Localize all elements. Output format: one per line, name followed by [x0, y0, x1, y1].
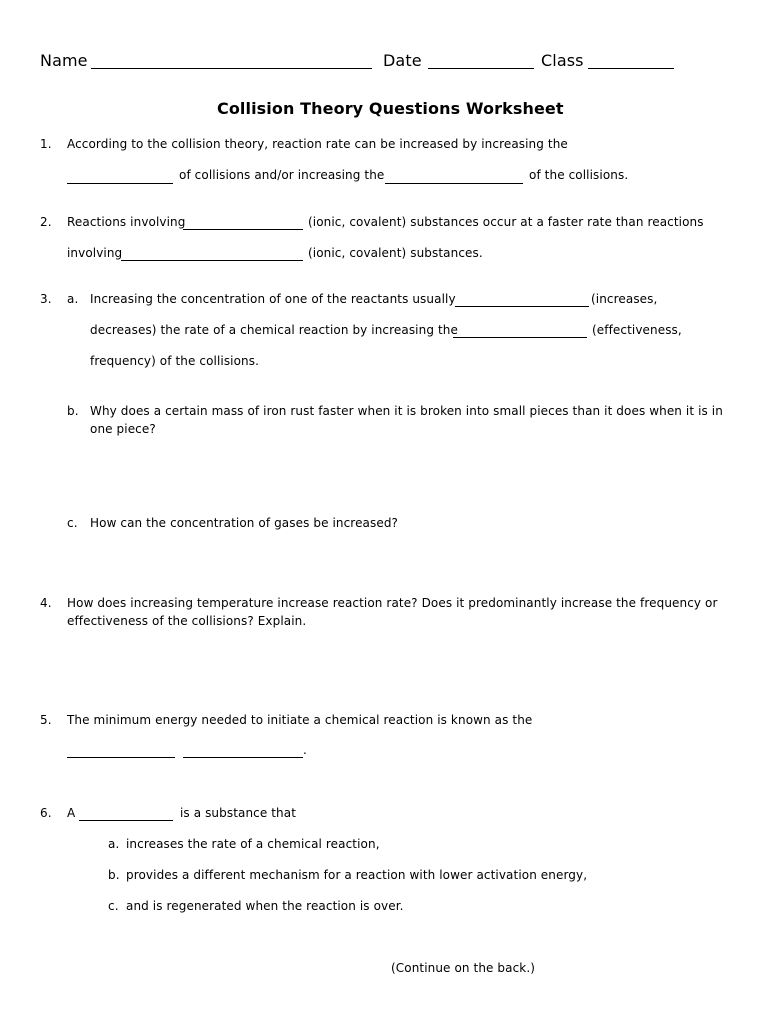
question-text: (ionic, covalent) substances occur at a faster rate than reactions: [308, 215, 704, 229]
question-text: provides a different mechanism for a reaction with lower activation energy,: [126, 868, 588, 882]
question-text: (effectiveness,: [592, 323, 682, 337]
answer-blank[interactable]: [183, 757, 303, 758]
answer-blank[interactable]: [453, 337, 587, 338]
subquestion-label: b.: [67, 404, 79, 418]
question-text: increases the rate of a chemical reaction,: [126, 837, 380, 851]
sentence-period: .: [303, 743, 307, 757]
question-text: Reactions involving: [67, 215, 186, 229]
question-text: and is regenerated when the reaction is over.: [126, 899, 404, 913]
question-text: one piece?: [90, 422, 156, 436]
question-text: (increases,: [591, 292, 658, 306]
question-number: 3.: [40, 292, 52, 306]
subquestion-label: a.: [108, 837, 120, 851]
subquestion-label: b.: [108, 868, 120, 882]
date-label: Date: [383, 51, 422, 70]
question-text: involving: [67, 246, 123, 260]
question-number: 5.: [40, 713, 52, 727]
question-text: How does increasing temperature increase reaction rate? Does it predominantly increase the frequency or: [67, 596, 718, 610]
question-number: 6.: [40, 806, 52, 820]
name-field[interactable]: [91, 68, 372, 69]
answer-blank[interactable]: [455, 306, 589, 307]
name-label: Name: [40, 51, 88, 70]
subquestion-label: c.: [108, 899, 119, 913]
answer-blank[interactable]: [79, 820, 173, 821]
question-text: decreases) the rate of a chemical reaction by increasing the: [90, 323, 458, 337]
question-text: effectiveness of the collisions? Explain.: [67, 614, 307, 628]
question-number: 4.: [40, 596, 52, 610]
continue-note: (Continue on the back.): [391, 961, 536, 975]
question-text: The minimum energy needed to initiate a chemical reaction is known as the: [67, 713, 533, 727]
subquestion-label: a.: [67, 292, 79, 306]
question-number: 1.: [40, 137, 52, 151]
worksheet-title: Collision Theory Questions Worksheet: [217, 99, 564, 118]
question-text: (ionic, covalent) substances.: [308, 246, 483, 260]
question-text: A: [67, 806, 76, 820]
answer-blank[interactable]: [183, 229, 303, 230]
answer-blank[interactable]: [67, 757, 175, 758]
question-text: Why does a certain mass of iron rust faster when it is broken into small pieces than it does when it is in: [90, 404, 723, 418]
class-field[interactable]: [588, 68, 674, 69]
answer-blank[interactable]: [67, 183, 173, 184]
question-text: According to the collision theory, reaction rate can be increased by increasing the: [67, 137, 568, 151]
question-text: is a substance that: [180, 806, 297, 820]
question-text: Increasing the concentration of one of the reactants usually: [90, 292, 456, 306]
answer-blank[interactable]: [385, 183, 523, 184]
class-label: Class: [541, 51, 584, 70]
question-text: frequency) of the collisions.: [90, 354, 260, 368]
question-text: of the collisions.: [529, 168, 629, 182]
answer-blank[interactable]: [121, 260, 303, 261]
subquestion-label: c.: [67, 516, 78, 530]
question-text: of collisions and/or increasing the: [179, 168, 385, 182]
question-number: 2.: [40, 215, 52, 229]
date-field[interactable]: [428, 68, 534, 69]
question-text: How can the concentration of gases be increased?: [90, 516, 399, 530]
